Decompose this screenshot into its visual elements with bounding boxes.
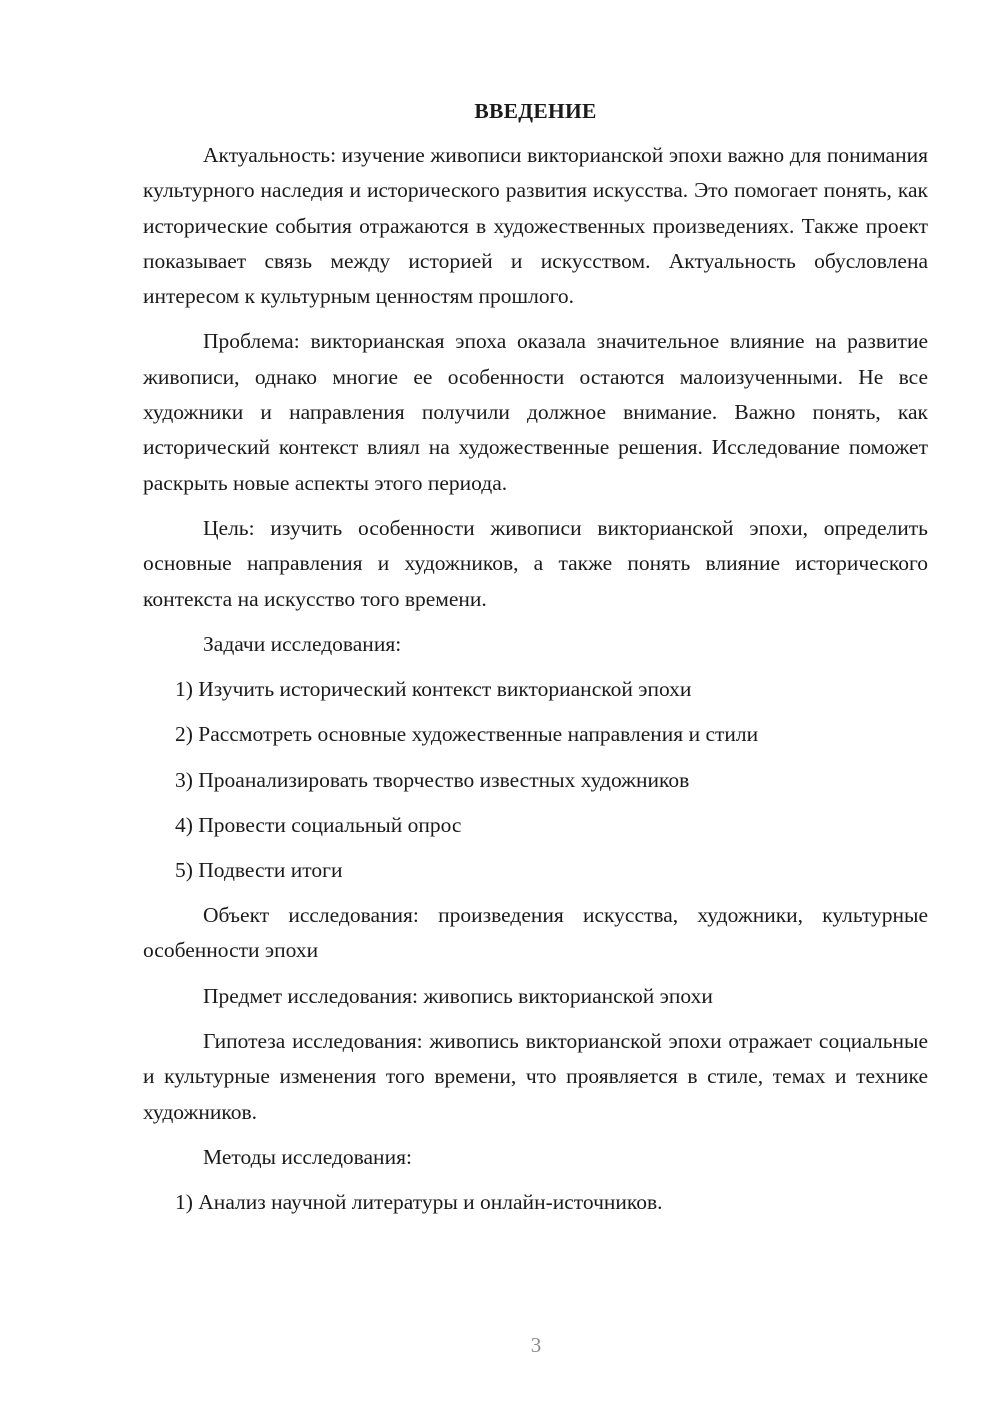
object-paragraph: Объект исследования: произведения искусства, художники, культурные особенности эпохи	[143, 903, 928, 963]
list-item: 2) Рассмотреть основные художественные направления и стили	[175, 722, 759, 747]
relevance-paragraph: Актуальность: изучение живописи викторианской эпохи важно для понимания культурного наследия и исторического развития искусства. Это помогает понять, как исторические события отражаются в художественных произведениях. Также проект показывает связь между историей и искусством. Актуальность обусловлена интересом к культурным ценностям прошлого.	[143, 143, 928, 309]
methods-heading: Методы исследования:	[203, 1144, 412, 1169]
tasks-list	[143, 672, 928, 888]
list-item: 4) Провести социальный опрос	[175, 812, 462, 837]
page-number: 3	[530, 1333, 542, 1357]
methods-list	[143, 1185, 928, 1220]
list-item: 3) Проанализировать творчество известных художников	[175, 767, 690, 792]
page-title: ВВЕДЕНИЕ	[474, 99, 597, 123]
tasks-heading: Задачи исследования:	[203, 631, 402, 656]
hypothesis-paragraph: Гипотеза исследования: живопись викторианской эпохи отражает социальные и культурные изменения того времени, что проявляется в стиле, темах и технике художников.	[143, 1028, 928, 1124]
list-item: 5) Подвести итоги	[175, 857, 343, 882]
list-item: 1) Анализ научной литературы и онлайн-источников.	[175, 1190, 663, 1215]
list-item: 1) Изучить исторический контекст викторианской эпохи	[175, 677, 692, 702]
subject-paragraph: Предмет исследования: живопись викторианской эпохи	[203, 983, 713, 1008]
goal-paragraph: Цель: изучить особенности живописи викторианской эпохи, определить основные направления и художников, а также понять влияние исторического контекста на искусство того времени.	[143, 515, 928, 611]
problem-paragraph: Проблема: викторианская эпоха оказала значительное влияние на развитие живописи, однако многие ее особенности остаются малоизученными. Не все художники и направления получили должное внимание. Важно понять, как исторический контекст влиял на художественные решения. Исследование поможет раскрыть новые аспекты этого периода.	[143, 329, 928, 495]
page-content	[143, 96, 928, 1230]
